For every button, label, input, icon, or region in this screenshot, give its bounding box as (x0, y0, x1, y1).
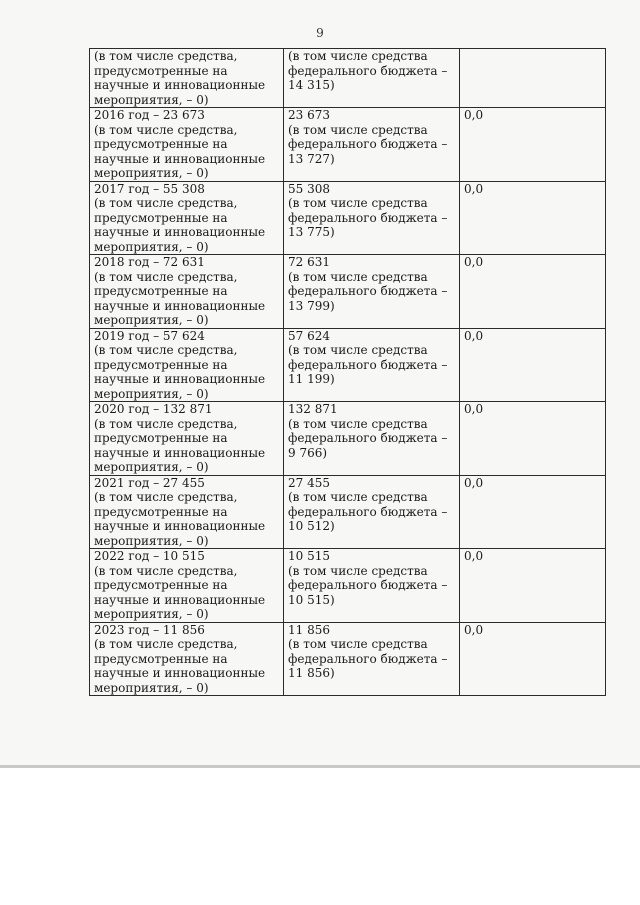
cell-text-line: предусмотренные на (94, 578, 228, 592)
cell-federal-budget (284, 402, 460, 476)
budget-table (89, 48, 606, 696)
cell-text-line: предусмотренные на (94, 210, 228, 225)
cell-text-line: научные и инновационные (94, 298, 266, 313)
cell-text-line: 2023 год – 11 856 (94, 622, 205, 637)
cell-text-line: научные и инновационные (94, 372, 266, 386)
cell-text-line: федерального бюджета – (288, 578, 448, 592)
cell-text-line: 2017 год – 55 308 (94, 181, 205, 196)
cell-year-total (90, 49, 284, 108)
cell-other-funds (460, 328, 606, 402)
cell-text-line: 13 799) (288, 298, 335, 313)
cell-text-line: мероприятия, – 0) (94, 680, 209, 695)
cell-other-funds (460, 402, 606, 476)
cell-federal-budget (284, 181, 460, 255)
cell-text-line: 0,0 (464, 108, 484, 122)
cell-year-total (90, 549, 284, 623)
cell-text-line: 0,0 (464, 181, 484, 196)
cell-text-line: научные и инновационные (94, 592, 266, 607)
cell-text-line: федерального бюджета – (288, 63, 448, 78)
cell-text-line: 2019 год – 57 624 (94, 328, 205, 343)
cell-text-line: 27 455 (288, 475, 330, 490)
table-row (90, 402, 606, 476)
cell-text-line: 2020 год – 132 871 (94, 402, 213, 416)
cell-text-line: 57 624 (288, 328, 330, 343)
cell-text-line: федерального бюджета – (288, 431, 448, 445)
cell-text-line: 2021 год – 27 455 (94, 475, 205, 490)
table-row (90, 108, 606, 182)
cell-text-line: предусмотренные на (94, 651, 228, 666)
cell-federal-budget (284, 328, 460, 402)
cell-text-line: (в том числе средства, (94, 490, 238, 504)
cell-text-line: (в том числе средства, (94, 637, 238, 651)
table-row (90, 49, 606, 108)
page-number: 9 (316, 26, 324, 40)
cell-other-funds (460, 108, 606, 182)
cell-text-line: федерального бюджета – (288, 357, 448, 372)
cell-federal-budget (284, 549, 460, 623)
cell-other-funds (460, 255, 606, 329)
cell-text-line: мероприятия, – 0) (94, 166, 209, 180)
cell-text-line: 14 315) (288, 78, 335, 92)
cell-year-total (90, 255, 284, 329)
cell-year-total (90, 328, 284, 402)
cell-text-line: мероприятия, – 0) (94, 460, 209, 474)
cell-text-line: мероприятия, – 0) (94, 607, 209, 621)
cell-federal-budget (284, 108, 460, 182)
cell-text-line: федерального бюджета – (288, 651, 448, 666)
cell-text-line: федерального бюджета – (288, 504, 448, 519)
cell-text-line: 0,0 (464, 475, 484, 490)
cell-year-total (90, 181, 284, 255)
cell-text-line: научные и инновационные (94, 78, 266, 92)
cell-text-line: 11 856 (288, 622, 330, 637)
cell-text-line: 11 199) (288, 372, 335, 386)
cell-text-line: 0,0 (464, 402, 484, 416)
cell-text-line: (в том числе средства (288, 49, 428, 63)
cell-year-total (90, 622, 284, 696)
cell-text-line: федерального бюджета – (288, 137, 448, 151)
cell-text-line: 13 775) (288, 225, 335, 239)
cell-text-line: 9 766) (288, 445, 328, 460)
table-row (90, 255, 606, 329)
cell-text-line: предусмотренные на (94, 357, 228, 372)
cell-text-line: 10 515) (288, 592, 335, 607)
cell-text-line: (в том числе средства (288, 637, 428, 651)
cell-text-line: предусмотренные на (94, 284, 228, 298)
cell-text-line: научные и инновационные (94, 225, 266, 239)
cell-text-line: (в том числе средства, (94, 122, 238, 137)
cell-text-line: (в том числе средства, (94, 196, 238, 210)
cell-text-line: (в том числе средства (288, 490, 428, 504)
budget-table-body (90, 49, 606, 696)
cell-text-line: (в том числе средства (288, 269, 428, 284)
cell-text-line: 10 512) (288, 519, 335, 533)
cell-text-line: (в том числе средства (288, 196, 428, 210)
cell-text-line: 0,0 (464, 622, 484, 637)
cell-other-funds (460, 549, 606, 623)
cell-federal-budget (284, 49, 460, 108)
cell-text-line: 0,0 (464, 255, 484, 269)
cell-year-total (90, 402, 284, 476)
cell-year-total (90, 108, 284, 182)
cell-text-line: 0,0 (464, 328, 484, 343)
cell-other-funds (460, 622, 606, 696)
cell-text-line: предусмотренные на (94, 504, 228, 519)
cell-text-line: (в том числе средства (288, 416, 428, 431)
cell-federal-budget (284, 255, 460, 329)
cell-text-line: (в том числе средства, (94, 343, 238, 357)
cell-text-line: научные и инновационные (94, 151, 266, 166)
cell-text-line: предусмотренные на (94, 63, 228, 78)
cell-text-line: (в том числе средства, (94, 416, 238, 431)
cell-text-line: 23 673 (288, 108, 330, 122)
cell-text-line: 11 856) (288, 666, 335, 680)
cell-federal-budget (284, 622, 460, 696)
cell-text-line: 0,0 (464, 549, 484, 563)
cell-text-line: федерального бюджета – (288, 284, 448, 298)
cell-text-line: мероприятия, – 0) (94, 386, 209, 401)
cell-text-line: (в том числе средства, (94, 563, 238, 578)
table-row (90, 181, 606, 255)
cell-text-line: (в том числе средства (288, 122, 428, 137)
cell-text-line: 72 631 (288, 255, 330, 269)
table-row (90, 622, 606, 696)
table-row (90, 549, 606, 623)
cell-text-line: 10 515 (288, 549, 330, 563)
cell-text-line: научные и инновационные (94, 519, 266, 533)
cell-text-line: мероприятия, – 0) (94, 92, 209, 107)
cell-text-line: (в том числе средства (288, 343, 428, 357)
cell-other-funds (460, 181, 606, 255)
cell-text-line: 2022 год – 10 515 (94, 549, 205, 563)
cell-text-line: научные и инновационные (94, 445, 266, 460)
cell-text-line: (в том числе средства, (94, 49, 238, 63)
cell-text-line: (в том числе средства (288, 563, 428, 578)
cell-other-funds (460, 475, 606, 549)
cell-federal-budget (284, 475, 460, 549)
cell-text-line: 132 871 (288, 402, 338, 416)
cell-text-line: 13 727) (288, 151, 335, 166)
cell-text-line: научные и инновационные (94, 666, 266, 680)
cell-text-line: (в том числе средства, (94, 269, 238, 284)
cell-text-line: мероприятия, – 0) (94, 239, 209, 254)
cell-other-funds (460, 49, 606, 108)
cell-text-line: предусмотренные на (94, 137, 228, 151)
table-row (90, 475, 606, 549)
cell-year-total (90, 475, 284, 549)
table-row (90, 328, 606, 402)
cell-text-line: 55 308 (288, 181, 330, 196)
cell-text-line: 2018 год – 72 631 (94, 255, 205, 269)
cell-text-line: федерального бюджета – (288, 210, 448, 225)
cell-text-line: предусмотренные на (94, 431, 228, 445)
cell-text-line: мероприятия, – 0) (94, 533, 209, 548)
cell-text-line: 2016 год – 23 673 (94, 108, 205, 122)
cell-text-line: мероприятия, – 0) (94, 313, 209, 327)
